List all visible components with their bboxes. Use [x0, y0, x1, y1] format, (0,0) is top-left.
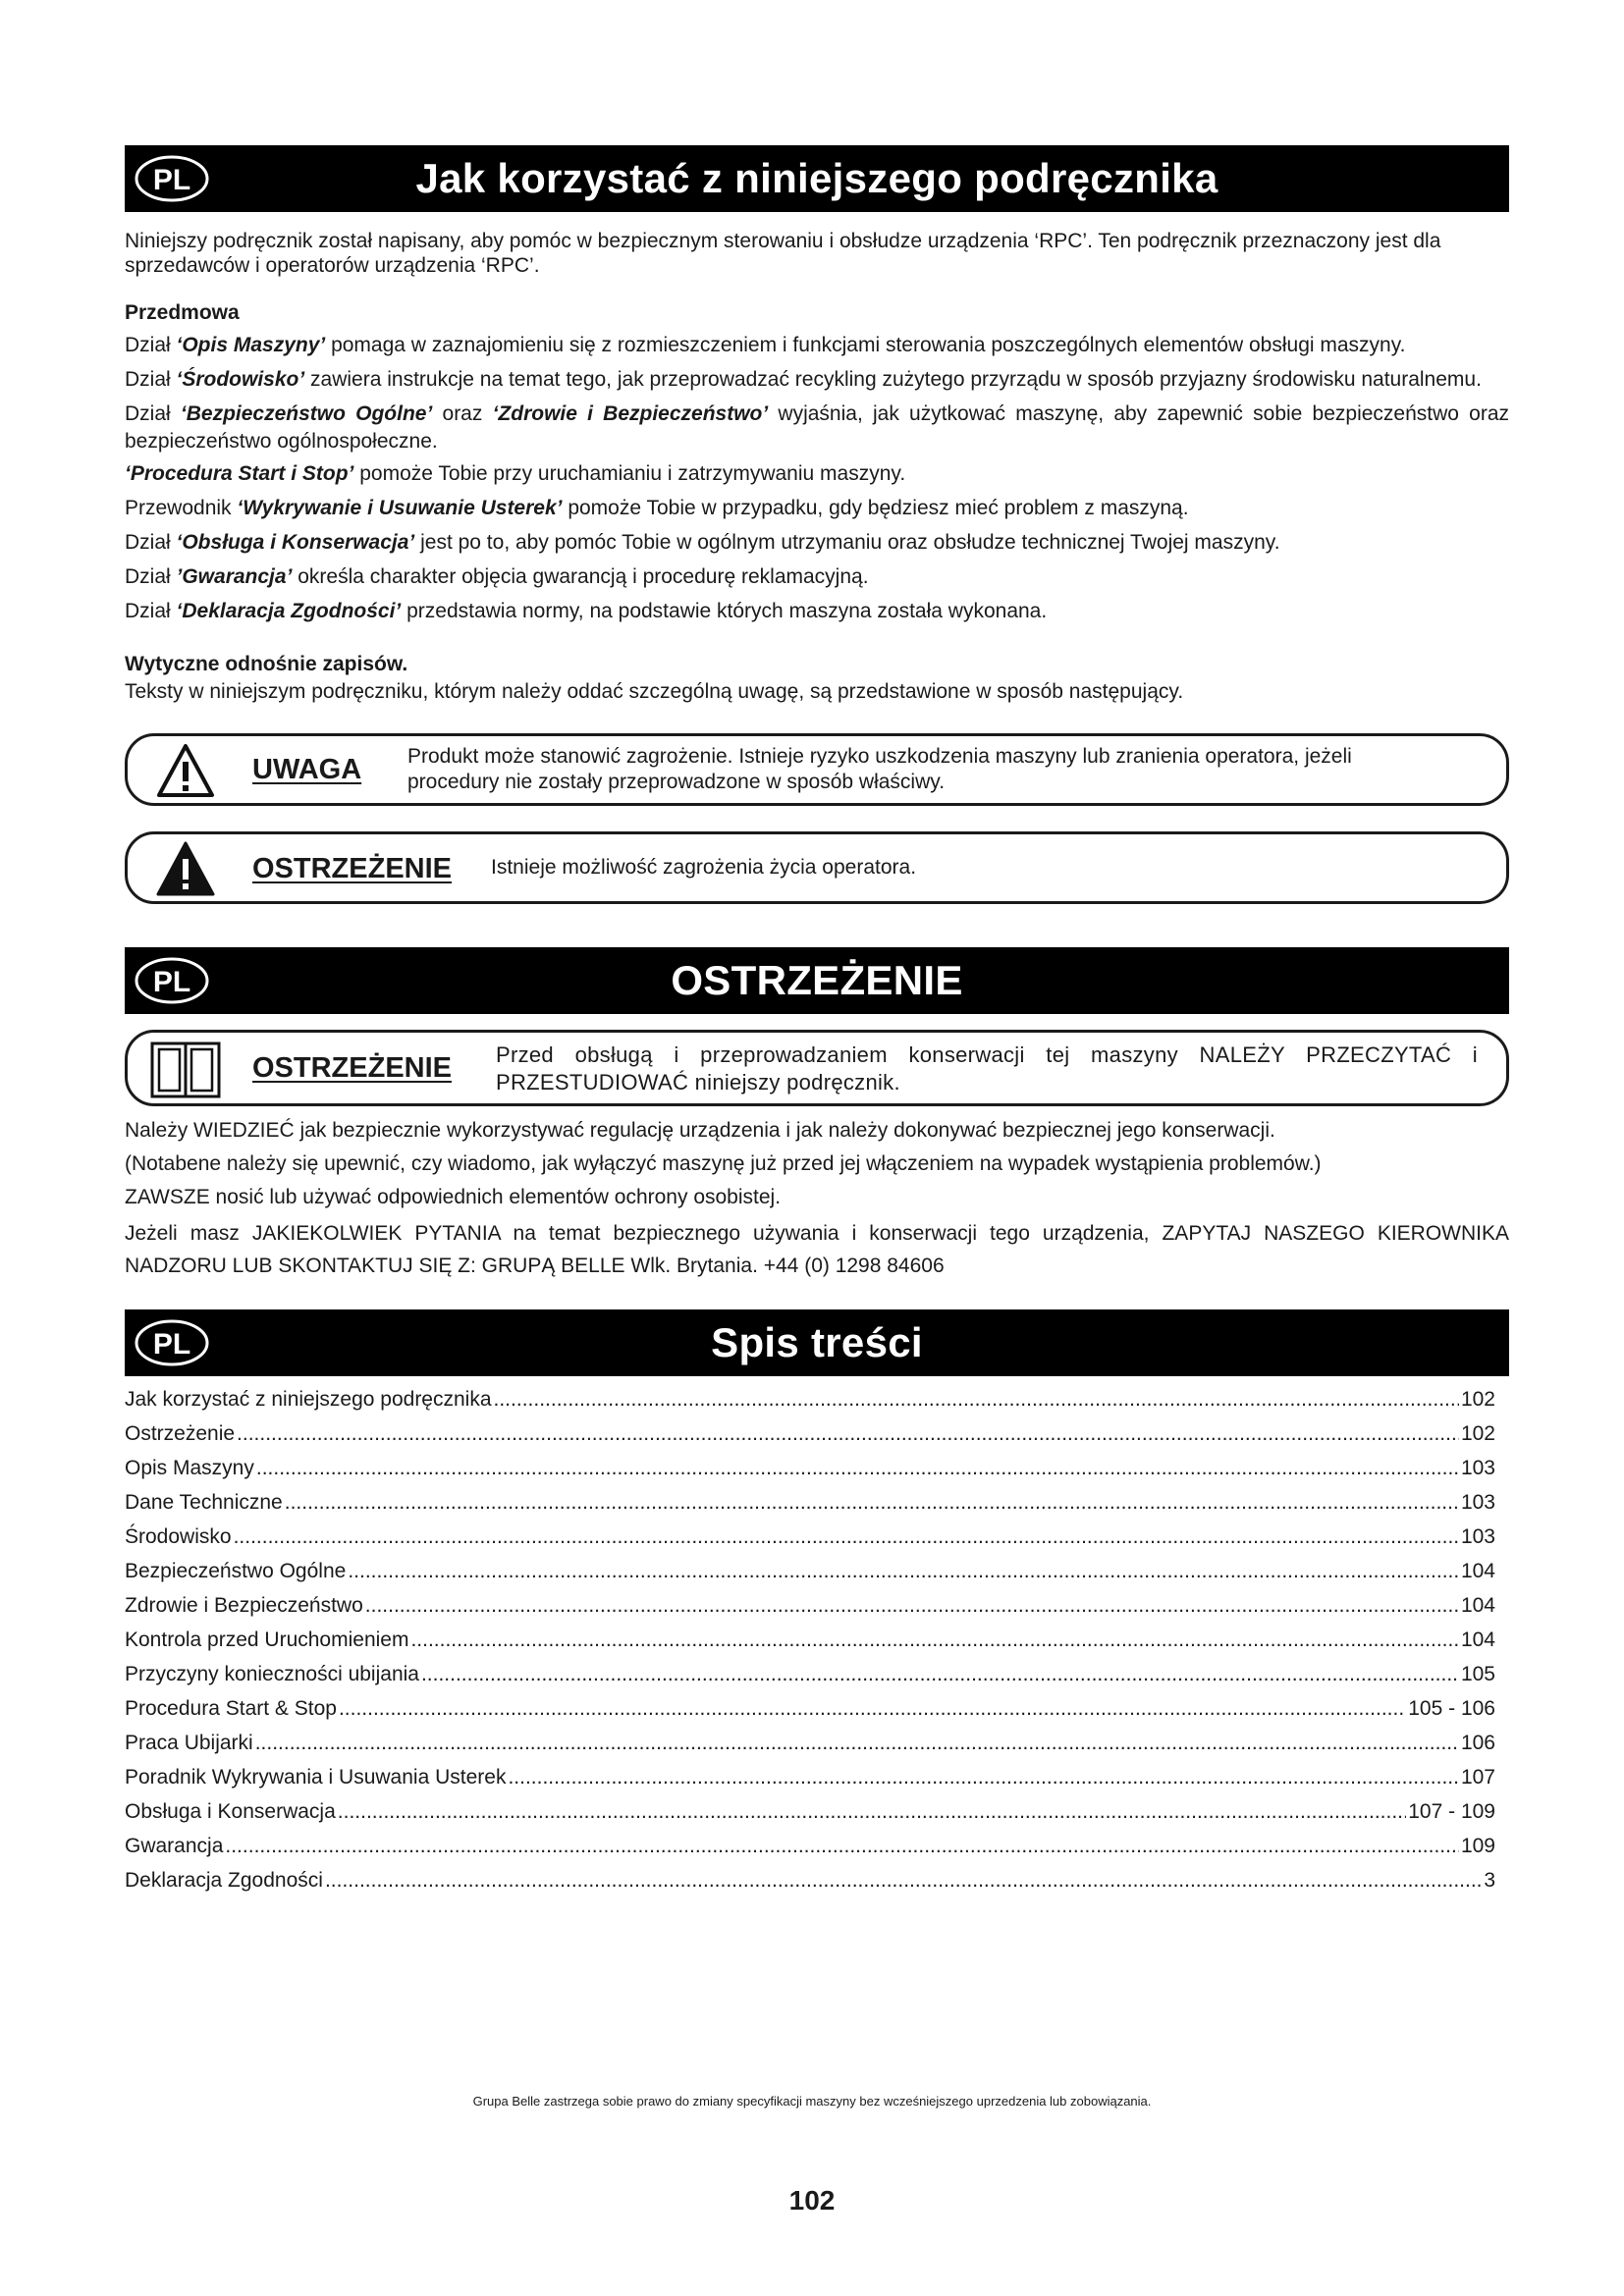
- foreword-list: [125, 332, 1509, 625]
- open-book-icon: [149, 1040, 222, 1100]
- toc-entry[interactable]: Kontrola przed Uruchomieniem ..... 104: [125, 1623, 1495, 1657]
- warning-line: (Notabene należy się upewnić, czy wiadomo, jak wyłączyć maszynę już przed jej włączeniem na wypadek wystąpienia problemów.): [125, 1152, 1322, 1175]
- caution-label: UWAGA: [252, 754, 362, 785]
- warning-line: Należy WIEDZIEĆ jak bezpiecznie wykorzystywać regulację urządzenia i jak należy dokonywać bezpiecznej jego konserwacji.: [125, 1119, 1275, 1142]
- toc-entry[interactable]: Bezpieczeństwo Ogólne ..... 104: [125, 1554, 1495, 1588]
- toc-entry[interactable]: Praca Ubijarki ..... 106: [125, 1726, 1495, 1760]
- read-manual-callout: [125, 1030, 1509, 1106]
- toc-entry[interactable]: Zdrowie i Bezpieczeństwo ..... 104: [125, 1588, 1495, 1623]
- toc-entry[interactable]: Przyczyny konieczności ubijania ..... 105: [125, 1657, 1495, 1691]
- guidelines-heading: Wytyczne odnośnie zapisów.: [125, 653, 408, 675]
- toc-entry[interactable]: Poradnik Wykrywania i Usuwania Usterek ..... 107: [125, 1760, 1495, 1794]
- warning-callout: [125, 831, 1509, 904]
- foreword-line: Dział ’Gwarancja’ określa charakter objęcia gwarancją i procedurę reklamacyjną.: [125, 565, 869, 588]
- foreword-line: Dział ‘Środowisko’ zawiera instrukcje na temat tego, jak przeprowadzać recykling zużytego przyrządu w sposób przyjazny środowisku naturalnemu.: [125, 368, 1482, 391]
- manual-page: [125, 145, 1509, 1897]
- warning-line: ZAWSZE nosić lub używać odpowiednich elementów ochrony osobistej.: [125, 1186, 782, 1208]
- toc-entry[interactable]: Opis Maszyny ..... 103: [125, 1451, 1495, 1485]
- toc-entry[interactable]: Ostrzeżenie ..... 102: [125, 1416, 1495, 1451]
- page-number: 102: [788, 2185, 836, 2216]
- foreword-heading: Przedmowa: [125, 301, 240, 324]
- pl-language-badge-icon: [133, 1317, 211, 1368]
- pl-language-badge-icon: [133, 955, 211, 1006]
- section-banner-warning: [125, 947, 1509, 1014]
- svg-text:PL: PL: [152, 966, 191, 998]
- section-banner-toc: [125, 1309, 1509, 1376]
- svg-text:PL: PL: [152, 1328, 191, 1361]
- caution-callout: [125, 733, 1509, 806]
- read-manual-label: OSTRZEŻENIE: [252, 1052, 453, 1084]
- section-banner-how-to-use: [125, 145, 1509, 212]
- foreword-line: Dział ‘Bezpieczeństwo Ogólne’ oraz ‘Zdrowie i Bezpieczeństwo’ wyjaśnia, jak użytkować maszynę, aby zapewnić sobie bezpieczeństwo oraz bezpieczeństwo ogólnospołeczne.: [125, 402, 1510, 453]
- toc-entry[interactable]: Jak korzystać z niniejszego podręcznika ..... 102: [125, 1382, 1495, 1416]
- foreword-line: Dział ‘Obsługa i Konserwacja’ jest po to, aby pomóc Tobie w ogólnym utrzymaniu oraz obsłudze technicznej Twojej maszyny.: [125, 531, 1280, 554]
- svg-text:PL: PL: [152, 164, 191, 196]
- footer-disclaimer: Grupa Belle zastrzega sobie prawo do zmiany specyfikacji maszyny bez wcześniejszego uprzedzenia lub zobowiązania.: [472, 2094, 1152, 2109]
- toc-entry[interactable]: Procedura Start & Stop ..... 105 - 106: [125, 1691, 1495, 1726]
- warning-text: Istnieje możliwość zagrożenia życia operatora.: [491, 856, 917, 879]
- warning-lines: [125, 1117, 1509, 1282]
- toc-entry[interactable]: Deklaracja Zgodności ..... 3: [125, 1863, 1495, 1897]
- intro-text: Niniejszy podręcznik został napisany, aby pomóc w bezpiecznym sterowaniu i obsłudze urządzenia ‘RPC’. Ten podręcznik przeznaczony jest dla sprzedawców i operatorów urządzenia ‘RPC’.: [125, 230, 1441, 277]
- guidelines-text: Teksty w niniejszym podręczniku, którym należy oddać szczególną uwagę, są przedstawione w sposób następujący.: [125, 680, 1184, 703]
- toc-entry[interactable]: Dane Techniczne ..... 103: [125, 1485, 1495, 1520]
- foreword-line: Przewodnik ‘Wykrywanie i Usuwanie Usterek’ pomoże Tobie w przypadku, gdy będziesz mieć problem z maszyną.: [125, 497, 1189, 519]
- caution-triangle-icon: [155, 742, 216, 799]
- section-title: OSTRZEŻENIE: [671, 957, 963, 1003]
- pl-language-badge-icon: [133, 153, 211, 204]
- foreword-line: Dział ‘Opis Maszyny’ pomaga w zaznajomieniu się z rozmieszczeniem i funkcjami sterowania poszczególnych elementów obsługi maszyny.: [125, 334, 1406, 356]
- caution-text: Produkt może stanowić zagrożenie. Istnieje ryzyko uszkodzenia maszyny lub zranienia operatora, jeżeli procedury nie zostały przeprowadzone w sposób właściwy.: [407, 745, 1352, 793]
- warning-triangle-filled-icon: [155, 840, 216, 897]
- toc-entry[interactable]: Środowisko ..... 103: [125, 1520, 1495, 1554]
- toc-entry[interactable]: Gwarancja ..... 109: [125, 1829, 1495, 1863]
- section-title: Spis treści: [711, 1319, 923, 1365]
- section-title: Jak korzystać z niniejszego podręcznika: [415, 155, 1218, 201]
- foreword-line: ‘Procedura Start i Stop’ pomoże Tobie przy uruchamianiu i zatrzymywaniu maszyny.: [125, 462, 906, 485]
- toc-entry[interactable]: Obsługa i Konserwacja ..... 107 - 109: [125, 1794, 1495, 1829]
- foreword-line: Dział ‘Deklaracja Zgodności’ przedstawia normy, na podstawie których maszyna została wykonana.: [125, 600, 1048, 622]
- table-of-contents: [125, 1382, 1495, 1897]
- read-manual-text: Przed obsługą i przeprowadzaniem konserwacji tej maszyny NALEŻY PRZECZYTAĆ i PRZESTUDIOWAĆ niniejszy podręcznik.: [496, 1042, 1478, 1095]
- warning-line: Jeżeli masz JAKIEKOLWIEK PYTANIA na temat bezpiecznego używania i konserwacji tego urządzenia, ZAPYTAJ NASZEGO KIEROWNIKA NADZORU LUB SKONTAKTUJ SIĘ Z: GRUPĄ BELLE Wlk. Brytania. +44 (0) 1298 84606: [125, 1222, 1509, 1277]
- warning-label: OSTRZEŻENIE: [252, 853, 453, 884]
